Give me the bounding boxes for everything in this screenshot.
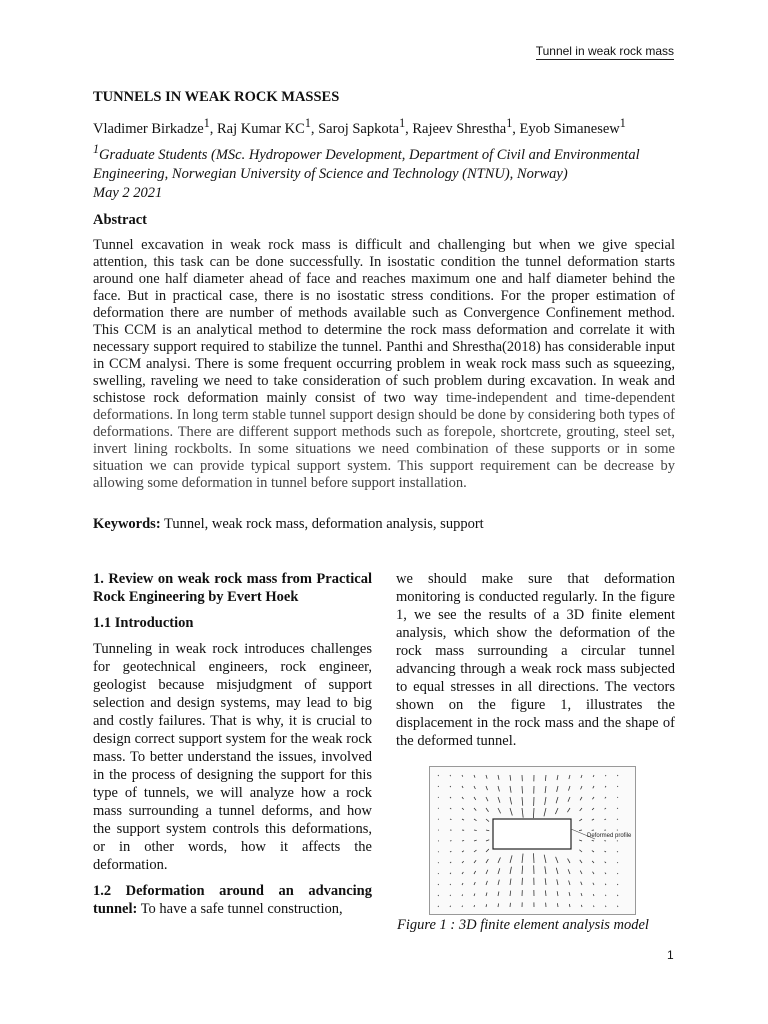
displacement-vector xyxy=(617,797,618,798)
displacement-vector xyxy=(592,819,594,820)
displacement-vector xyxy=(617,808,618,809)
displacement-vector xyxy=(581,905,582,907)
displacement-vector xyxy=(438,906,439,907)
displacement-vector xyxy=(438,862,439,863)
displacement-vector xyxy=(462,851,464,852)
displacement-vector xyxy=(567,808,570,812)
displacement-vector xyxy=(593,883,594,885)
tunnel-section xyxy=(493,819,571,849)
right-column xyxy=(396,570,675,758)
displacement-vector xyxy=(438,884,439,885)
displacement-vector xyxy=(474,893,475,896)
displacement-vector xyxy=(617,786,618,787)
displacement-vector xyxy=(474,797,476,800)
displacement-vector xyxy=(556,857,558,863)
fem-figure xyxy=(429,766,636,915)
displacement-vector xyxy=(544,808,546,816)
author-sup: 1 xyxy=(203,116,210,130)
displacement-vector xyxy=(580,871,582,874)
displacement-vector xyxy=(462,775,463,777)
author-name: Raj Kumar KC xyxy=(217,120,305,137)
displacement-vector xyxy=(474,882,475,885)
displacement-vector xyxy=(568,869,570,874)
displacement-vector xyxy=(510,867,511,874)
displacement-vector xyxy=(450,775,451,776)
author-name: Vladimer Birkadze xyxy=(93,120,204,137)
displacement-vector xyxy=(462,894,463,896)
displacement-vector xyxy=(438,797,439,798)
running-header: Tunnel in weak rock mass xyxy=(535,44,674,58)
left-column xyxy=(93,570,372,926)
displacement-vector xyxy=(557,903,558,907)
displacement-vector xyxy=(498,880,499,885)
displacement-vector xyxy=(498,775,499,780)
displacement-vector xyxy=(581,882,582,885)
displacement-vector xyxy=(545,775,546,781)
displacement-vector xyxy=(592,808,594,810)
displacement-vector xyxy=(605,895,606,896)
displacement-vector xyxy=(617,906,618,907)
displacement-vector xyxy=(522,866,523,874)
displacement-vector xyxy=(605,808,606,809)
subsection-heading: 1.1 Introduction xyxy=(93,615,194,631)
displacement-vector-plot xyxy=(430,767,635,914)
displacement-vector xyxy=(486,859,488,863)
displacement-vector xyxy=(617,775,618,776)
displacement-vector xyxy=(510,855,512,863)
deformed-profile-label: Deformed profile xyxy=(587,833,632,839)
displacement-vector xyxy=(462,861,464,863)
subsection-paragraph xyxy=(93,882,372,918)
displacement-vector xyxy=(450,786,451,787)
author-list: Vladimer Birkadze$^1$, Raj Kumar $KC^1$, Saroj Sapkota$^1$, Rajeev Shrestha$^1$, Eyob Simanesew$^1$ xyxy=(93,116,626,137)
figure-caption: Figure 1 : 3D finite element analysis model xyxy=(397,917,649,933)
displacement-vector xyxy=(592,861,594,863)
displacement-vector xyxy=(605,906,606,907)
displacement-vector xyxy=(486,775,487,779)
displacement-vector xyxy=(593,906,594,907)
displacement-vector xyxy=(579,840,582,841)
abstract-body xyxy=(93,237,675,492)
displacement-vector xyxy=(604,851,606,852)
displacement-vector xyxy=(462,906,463,907)
displacement-vector xyxy=(474,860,476,863)
displacement-vector xyxy=(498,891,499,896)
displacement-vector xyxy=(592,851,594,852)
displacement-vector xyxy=(498,786,499,791)
displacement-vector xyxy=(544,855,546,863)
displacement-vector xyxy=(450,851,451,852)
displacement-vector xyxy=(556,868,558,874)
displacement-vector xyxy=(545,797,546,805)
displacement-vector xyxy=(592,797,594,799)
displacement-vector xyxy=(593,775,594,777)
displacement-vector xyxy=(510,808,512,816)
affiliation-sup: 1 xyxy=(93,142,100,156)
displacement-vector xyxy=(605,786,606,787)
displacement-vector xyxy=(593,786,594,788)
displacement-vector xyxy=(569,881,570,885)
displacement-vector xyxy=(555,808,558,814)
displacement-vector xyxy=(486,881,487,885)
displacement-vector xyxy=(462,797,463,799)
displacement-vector xyxy=(617,895,618,896)
displacement-vector xyxy=(486,870,488,874)
displacement-vector xyxy=(462,883,463,885)
displacement-vector xyxy=(557,879,558,885)
displacement-vector xyxy=(486,819,489,822)
displacement-vector xyxy=(486,840,489,841)
displacement-vector xyxy=(592,840,594,841)
displacement-vector xyxy=(450,884,451,885)
displacement-vector xyxy=(450,906,451,907)
displacement-vector xyxy=(557,775,558,780)
displacement-vector xyxy=(580,860,582,863)
author-name: Saroj Sapkota xyxy=(318,120,400,137)
displacement-vector xyxy=(462,840,464,841)
displacement-vector xyxy=(593,894,594,896)
displacement-vector xyxy=(510,879,511,885)
displacement-vector xyxy=(498,797,500,803)
displacement-vector xyxy=(581,893,582,896)
displacement-vector xyxy=(617,873,618,874)
displacement-vector xyxy=(486,849,489,852)
subsection-heading-inline: 1.2 Deformation around an advancing tunnel: xyxy=(93,883,372,917)
affiliation xyxy=(93,140,675,184)
displacement-vector xyxy=(486,797,488,801)
displacement-vector xyxy=(617,862,618,863)
displacement-vector xyxy=(474,840,477,841)
displacement-vector xyxy=(450,797,451,798)
displacement-vector xyxy=(510,797,512,804)
displacement-vector xyxy=(533,853,534,863)
displacement-vector xyxy=(605,873,606,874)
author-name: Rajeev Shrestha xyxy=(412,120,507,137)
displacement-vector xyxy=(545,786,546,793)
displacement-vector xyxy=(510,775,511,781)
displacement-vector xyxy=(450,808,451,809)
displacement-vector xyxy=(605,884,606,885)
displacement-vector xyxy=(604,819,606,820)
displacement-vector xyxy=(580,797,582,800)
displacement-vector xyxy=(557,891,558,896)
displacement-vector xyxy=(486,786,488,790)
displacement-vector xyxy=(605,797,606,798)
displacement-vector xyxy=(462,786,463,788)
affiliation-text: Graduate Students (MSc. Hydropower Development, Department of Civil and Environmental Engineering, Norwegian University of Science and Technology (NTNU), Norway) xyxy=(93,146,640,182)
displacement-vector xyxy=(557,786,558,792)
displacement-vector xyxy=(438,808,439,809)
paper-date: May 2 2021 xyxy=(93,185,163,201)
displacement-vector xyxy=(486,904,487,907)
displacement-vector xyxy=(498,857,500,863)
displacement-vector xyxy=(579,830,582,831)
displacement-vector xyxy=(605,862,606,863)
paper-title: TUNNELS IN WEAK ROCK MASSES xyxy=(93,89,340,105)
displacement-vector xyxy=(474,850,476,852)
abstract-text-continued: time-independent and time-dependent deformations. In long term stable tunnel support design should be done by considering both types of deformations. There are different support methods such as forepole, shortcrete, grouting, steel set, invert lining rockbolts. In some situations we need combination of these supports or in some situation we can provide typical support system. This support requirement can be decrease by allowing some deformation in tunnel before support installation. xyxy=(93,390,675,491)
displacement-vector xyxy=(568,859,570,863)
displacement-vector xyxy=(498,868,500,874)
displacement-vector xyxy=(593,872,594,874)
displacement-vector xyxy=(450,862,451,863)
displacement-vector xyxy=(474,819,477,821)
displacement-vector xyxy=(579,850,582,852)
section-heading: 1. Review on weak rock mass from Practical Rock Engineering by Evert Hoek xyxy=(93,571,372,605)
keywords xyxy=(93,516,484,533)
displacement-vector xyxy=(438,775,439,776)
displacement-vector xyxy=(568,786,570,791)
displacement-vector xyxy=(474,808,476,811)
section-text: Tunneling in weak rock introduces challenges for geotechnical engineers, rock engineer, geologist because misjudgment of support selection and design systems, may lead to big and costly failures. That is why, it is crucial to design correct support system for the weak rock mass. To better understand the issues, involved in the process of designing the support for this type of tunnels, we will analyze how a rock mass surrounding a tunnel deforms, and how the support system controls this deformations, or in other words, how it affects the deformation. xyxy=(93,641,372,873)
displacement-vector xyxy=(438,873,439,874)
displacement-vector xyxy=(545,890,546,896)
displacement-vector xyxy=(617,851,618,852)
keywords-label: Keywords: xyxy=(93,516,161,532)
displacement-vector xyxy=(498,808,501,813)
displacement-vector xyxy=(579,819,582,821)
abstract-text: Tunnel excavation in weak rock mass is difficult and challenging but when we give special attention, this task can be done successfully. In isostatic condition the tunnel deformation starts around one half diameter ahead of face and reaches maximum one and half diameter behind the face. But in practical case, there is no isostatic stress conditions. For the proper estimation of deformation there are number of methods available such as Convergence Confinement method. This CCM is an analytical method to determine the rock mass deformation and correlate it with necessary support required to stabilize the tunnel. Panthi and Shrestha(2018) has considerable input in CCM analysi. There is some frequent occurring problem in weak rock mass such as squeezing, swelling, raveling we need to take consideration of such problem during excavation. In weak and schistose rock deformation mainly consist of two way xyxy=(93,237,675,406)
displacement-vector xyxy=(617,884,618,885)
displacement-vector xyxy=(522,808,523,818)
displacement-vector xyxy=(510,891,511,896)
displacement-vector xyxy=(522,786,523,794)
displacement-vector xyxy=(581,786,582,789)
displacement-vector xyxy=(462,819,464,820)
displacement-vector xyxy=(568,797,570,802)
author-name: Eyob Simanesew xyxy=(519,120,620,137)
displacement-vector xyxy=(569,775,570,779)
displacement-vector xyxy=(556,797,558,803)
displacement-vector xyxy=(522,797,523,806)
page-number: 1 xyxy=(667,948,674,962)
displacement-vector xyxy=(545,866,546,874)
displacement-vector xyxy=(438,895,439,896)
displacement-vector xyxy=(569,904,570,907)
author-sup: 1 xyxy=(619,116,626,130)
displacement-vector xyxy=(581,775,582,778)
displacement-vector xyxy=(438,786,439,787)
displacement-vector xyxy=(533,808,534,818)
author-sup: 1 xyxy=(399,116,406,130)
displacement-vector xyxy=(474,905,475,907)
displacement-vector xyxy=(486,892,487,896)
section-text: To have a safe tunnel construction, xyxy=(140,901,343,917)
displacement-vector xyxy=(486,808,489,812)
displacement-vector xyxy=(474,786,475,789)
displacement-vector xyxy=(580,808,582,811)
displacement-vector xyxy=(450,873,451,874)
displacement-vector xyxy=(498,903,499,907)
displacement-vector xyxy=(569,892,570,896)
displacement-vector xyxy=(450,895,451,896)
displacement-vector xyxy=(605,775,606,776)
author-sup: 1 xyxy=(304,116,311,130)
author-sup: 1 xyxy=(506,116,513,130)
displacement-vector xyxy=(474,775,475,778)
keywords-text: Tunnel, weak rock mass, deformation analysis, support xyxy=(164,516,484,532)
displacement-vector xyxy=(522,854,523,863)
displacement-vector xyxy=(462,872,463,874)
abstract-heading: Abstract xyxy=(93,212,147,228)
displacement-vector xyxy=(486,830,489,831)
displacement-vector xyxy=(462,808,464,810)
section-text: we should make sure that deformation monitoring is conducted regularly. In the figure 1, we see the results of a 3D finite element analysis, which show the deformation of the rock mass surrounding a circular tunnel advancing through a weak rock mass subjected to equal stresses in all directions. The vectors shown on the figure 1, illustrates the displacement in the rock mass and the shape of the deformed tunnel. xyxy=(396,571,675,749)
displacement-vector xyxy=(474,871,476,874)
displacement-vector xyxy=(450,819,451,820)
displacement-vector xyxy=(545,878,546,885)
displacement-vector xyxy=(510,786,511,793)
